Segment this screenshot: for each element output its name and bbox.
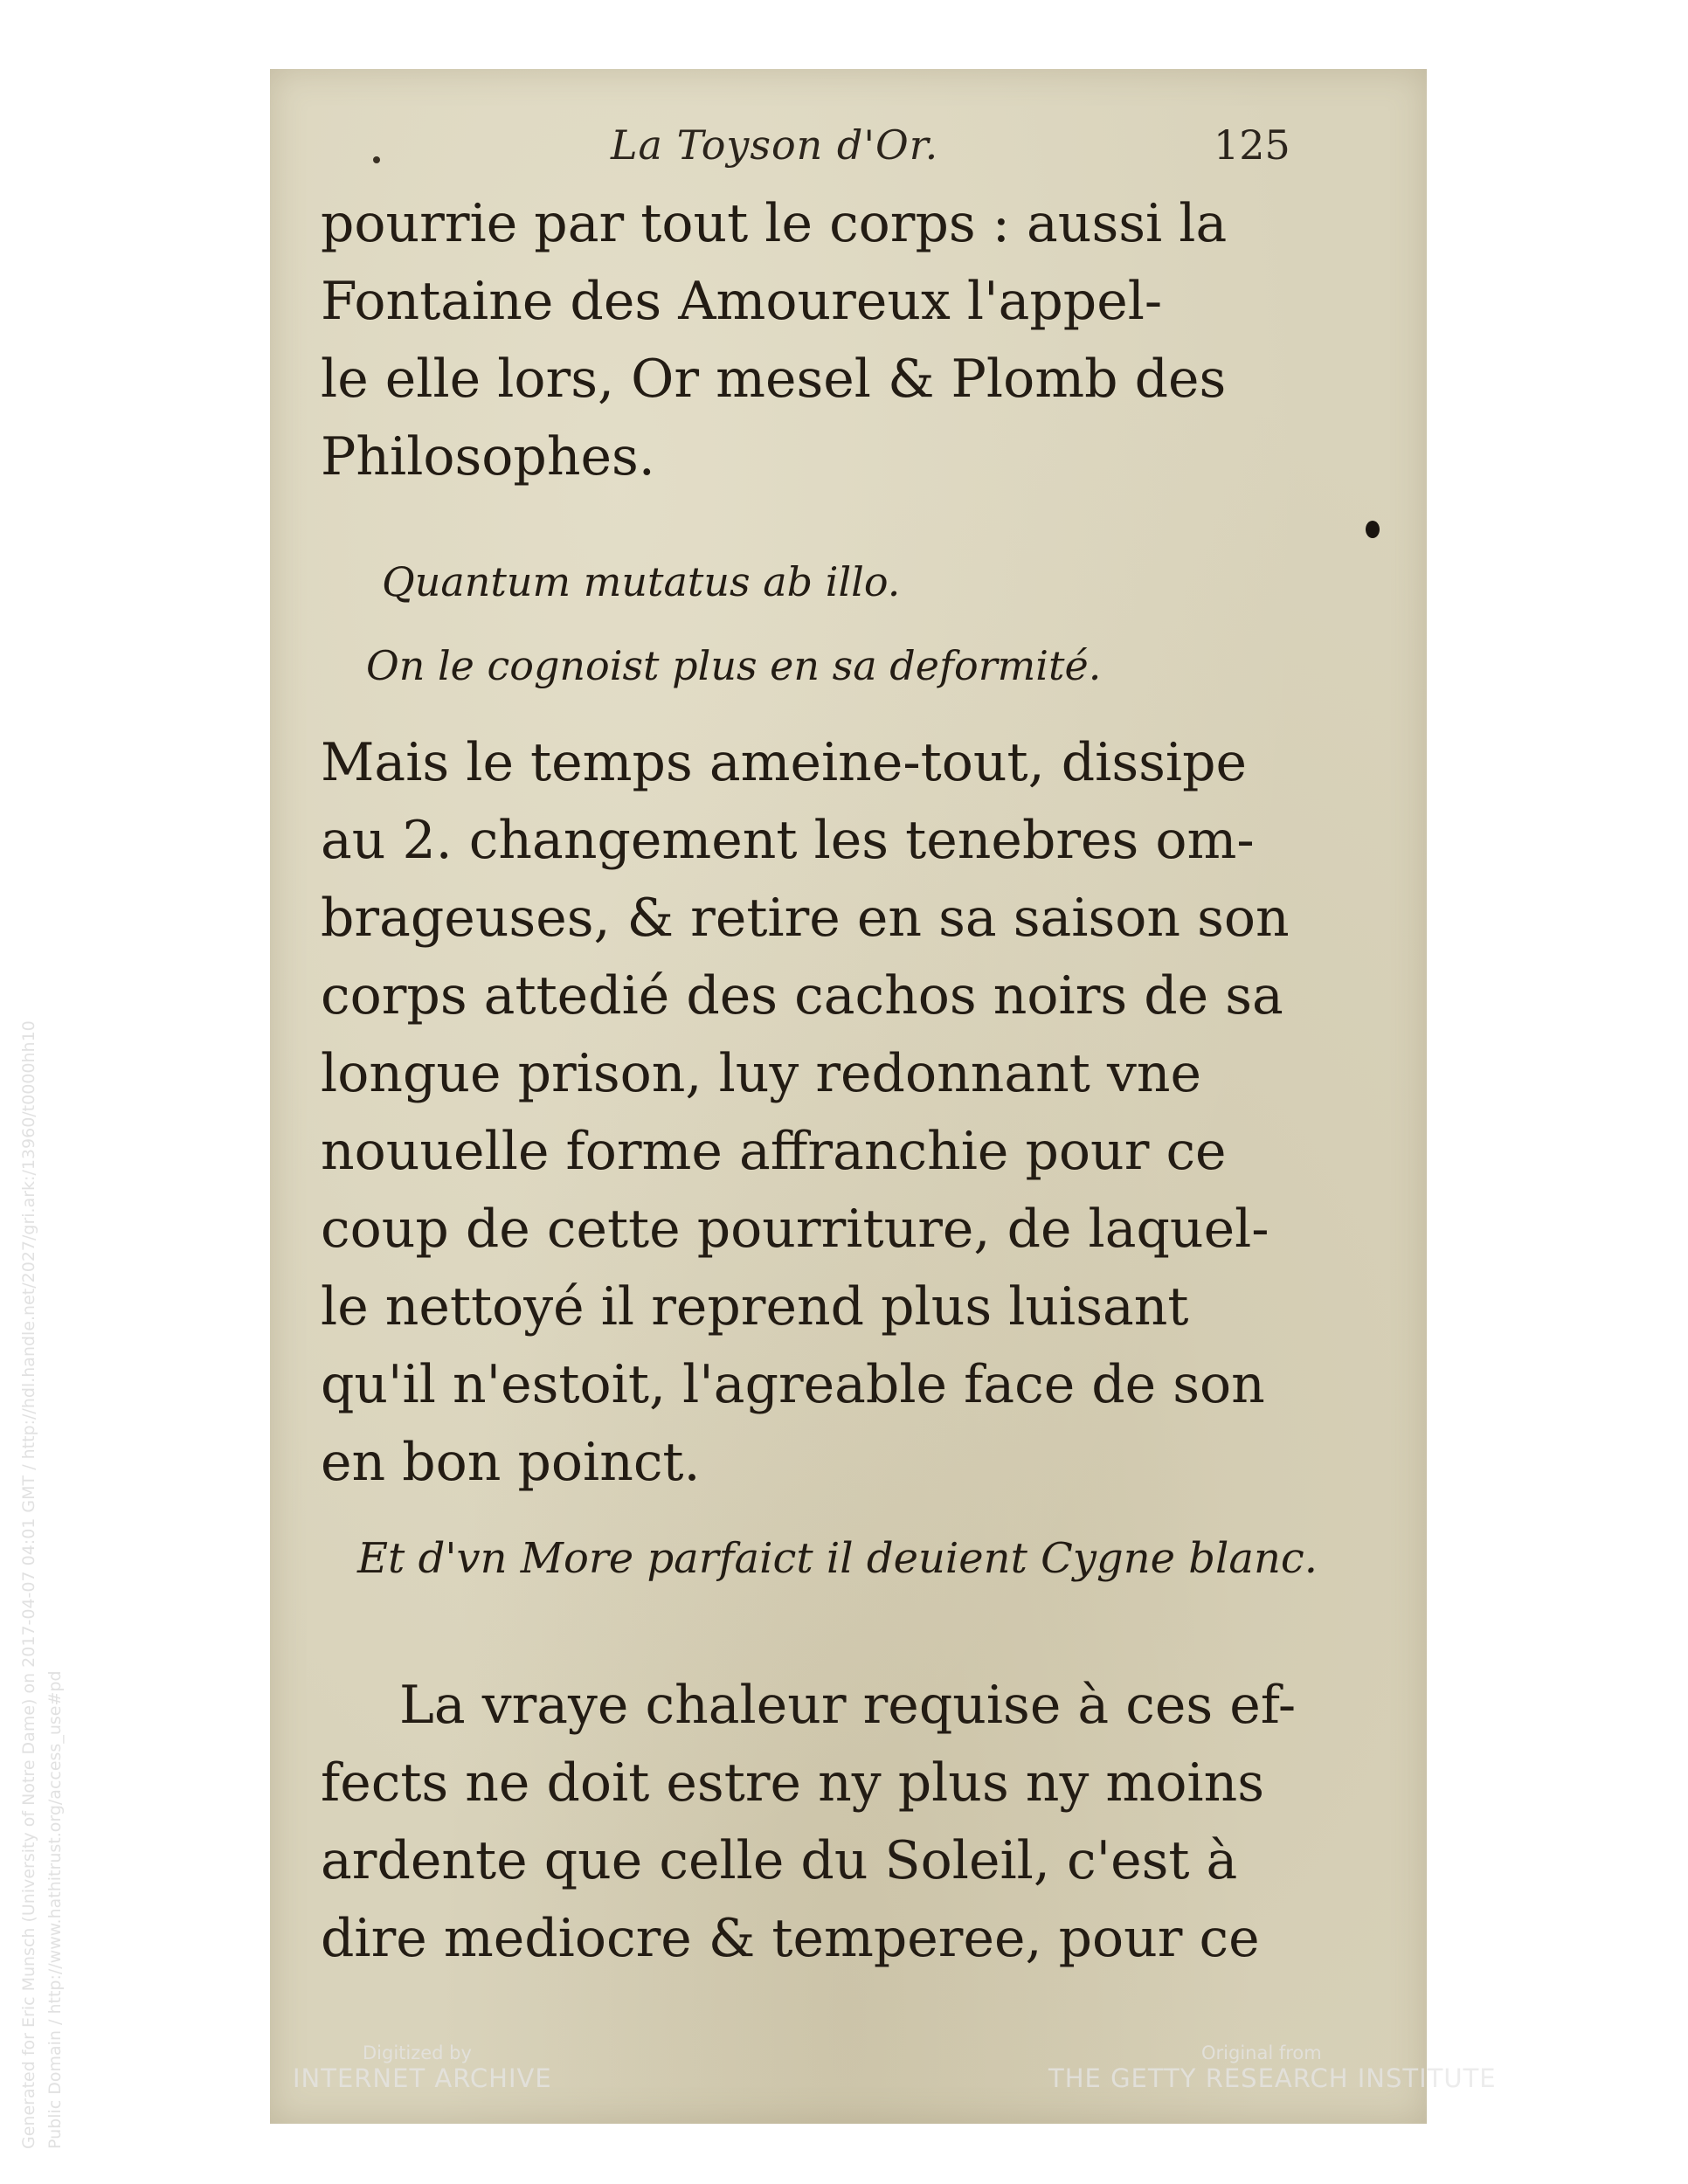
running-head <box>270 121 1427 174</box>
watermark-generated-line: Generated for Eric Munsch (University of Notre Dame) on 2017-04-07 04:01 GMT / http://hdl.handle.net/2027/gri.ark:/13960/t0000hh10 <box>19 1020 38 2149</box>
text-line: longue prison, luy redonnant vne <box>321 1043 1202 1104</box>
text-line: corps attedié des cachos noirs de sa <box>321 965 1283 1026</box>
text-line: Philosophes. <box>321 426 655 487</box>
book-page <box>270 69 1427 2124</box>
french-quote: On le cognoist plus en sa deformité. <box>366 642 1102 689</box>
watermark-public-domain-line: Public Domain / http://www.hathitrust.org/access_use#pd <box>45 1670 65 2149</box>
running-title: La Toyson d'Or. <box>611 121 939 169</box>
text-line: ardente que celle du Soleil, c'est à <box>321 1830 1238 1891</box>
digitized-by-label: Digitized by <box>363 2042 472 2063</box>
text-line: le elle lors, Or mesel & Plomb des <box>321 349 1227 410</box>
text-line: qu'il n'estoit, l'agreable face de son <box>321 1354 1265 1415</box>
hathitrust-watermark <box>16 1020 68 2149</box>
text-line: Fontaine des Amoureux l'appel- <box>321 271 1163 332</box>
text-line: au 2. changement les tenebres om- <box>321 810 1255 871</box>
text-line: Mais le temps ameine-tout, dissipe <box>321 732 1248 793</box>
text-line: fects ne doit estre ny plus ny moins <box>321 1752 1265 1814</box>
text-line: dire mediocre & temperee, pour ce <box>321 1908 1260 1969</box>
ink-blot <box>1366 521 1380 538</box>
text-line: pourrie par tout le corps : aussi la <box>321 193 1228 254</box>
text-line: coup de cette pourriture, de laquel- <box>321 1199 1269 1260</box>
original-from-label: Original from <box>1201 2042 1322 2063</box>
text-line: en bon poinct. <box>321 1432 701 1493</box>
latin-quote: Quantum mutatus ab illo. <box>382 558 901 605</box>
digitized-by-watermark <box>293 2042 552 2093</box>
paragraph-1 <box>321 185 1228 496</box>
paragraph-3 <box>321 1667 1297 1978</box>
original-from-watermark <box>1048 2042 1497 2093</box>
text-line: La vraye chaleur requise à ces ef- <box>399 1675 1297 1736</box>
getty-institute-label: THE GETTY RESEARCH INSTITUTE <box>1048 2063 1497 2093</box>
page-number: 125 <box>1214 121 1290 169</box>
internet-archive-label: INTERNET ARCHIVE <box>293 2063 552 2093</box>
cygne-quote: Et d'vn More parfaict il deuient Cygne blanc. <box>357 1534 1318 1583</box>
text-line: le nettoyé il reprend plus luisant <box>321 1276 1189 1337</box>
text-line: nouuelle forme affranchie pour ce <box>321 1121 1227 1182</box>
paragraph-2 <box>321 724 1290 1502</box>
text-line: brageuses, & retire en sa saison son <box>321 888 1290 949</box>
